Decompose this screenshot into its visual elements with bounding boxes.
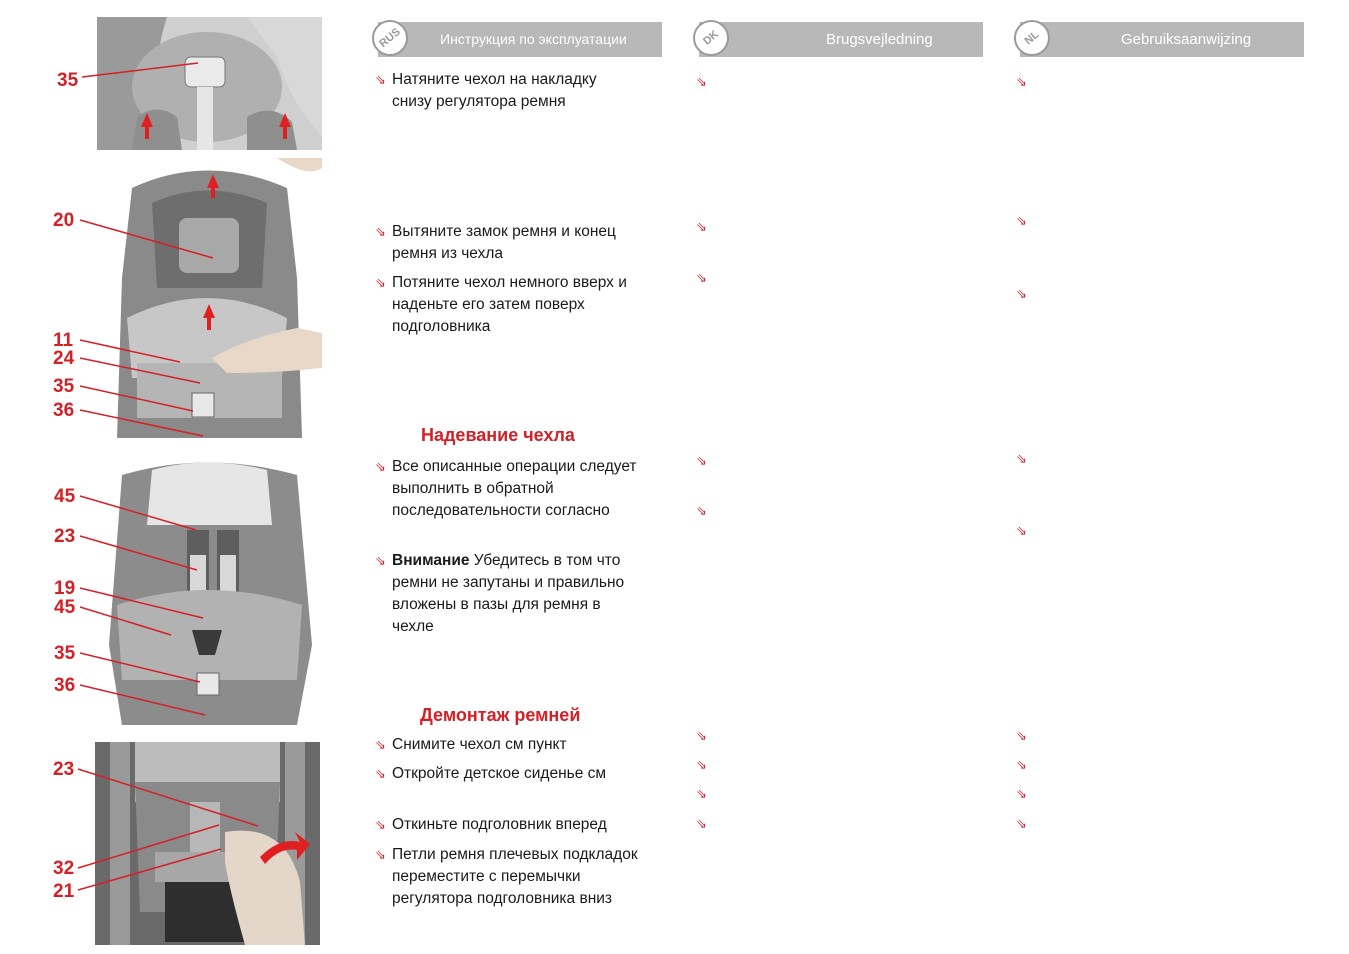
dk-bullet-8: ⇘: [696, 786, 707, 801]
dk-bullet-4: ⇘: [696, 453, 707, 468]
callout-20: 20: [53, 210, 75, 231]
nl-bullet-3: ⇘: [1016, 286, 1027, 301]
nl-bullet-6: ⇘: [1016, 728, 1027, 743]
rus-step-2: ⇘ Вытяните замок ремня и конец ремня из чехла: [375, 223, 616, 262]
dk-bullet-2: ⇘: [696, 219, 707, 234]
nl-bullet-9: ⇘: [1016, 816, 1027, 831]
arrow-bullet-icon: ⇘: [375, 766, 386, 781]
header-dk: [699, 22, 983, 57]
callout-36: 36: [54, 675, 76, 696]
rus-step-4: ⇘ Все описанные операции следует выполнить в обратной последовательности согласно: [375, 458, 637, 519]
callout-11: 11: [53, 330, 74, 351]
nl-bullet-8: ⇘: [1016, 786, 1027, 801]
arrow-bullet-icon: ⇘: [375, 224, 386, 239]
photo-seat-assembled: [97, 455, 322, 725]
header-title-dk: Brugsvejledning: [826, 31, 933, 48]
nl-bullet-7: ⇘: [1016, 757, 1027, 772]
callout-23: 23: [53, 759, 75, 780]
section-heading-belt-removal: Демонтаж ремней: [420, 705, 581, 725]
callout-35: 35: [54, 643, 76, 664]
dk-bullet-1: ⇘: [696, 74, 707, 89]
callout-21: 21: [53, 881, 75, 902]
photo-seat-back-open: [95, 742, 320, 945]
language-badge-nl: NL: [1014, 20, 1050, 56]
arrow-bullet-icon: ⇘: [375, 553, 386, 568]
callout-35: 35: [57, 70, 79, 91]
arrow-bullet-icon: ⇘: [375, 72, 386, 87]
photo-cover-headrest: [97, 17, 322, 150]
header-title-nl: Gebruiksaanwijzing: [1121, 31, 1252, 48]
rus-step-9: ⇘ Петли ремня плечевых подкладок переместите с перемычки регулятора подголовника вниз: [375, 846, 638, 907]
rus-step-3: ⇘ Потяните чехол немного вверх и наденьте его затем поверх подголовника: [375, 274, 627, 335]
header-nl: [1020, 22, 1304, 57]
dk-bullet-7: ⇘: [696, 757, 707, 772]
nl-bullet-4: ⇘: [1016, 451, 1027, 466]
nl-bullet-5: ⇘: [1016, 523, 1027, 538]
arrow-bullet-icon: ⇘: [375, 459, 386, 474]
callout-35: 35: [53, 376, 75, 397]
photo-seat-with-cover: [97, 158, 322, 438]
section-heading-cover-install: Надевание чехла: [421, 425, 575, 445]
dk-bullet-6: ⇘: [696, 728, 707, 743]
language-badge-dk: DK: [693, 20, 729, 56]
callout-45: 45: [54, 486, 76, 507]
arrow-bullet-icon: ⇘: [375, 737, 386, 752]
callout-23: 23: [54, 526, 76, 547]
arrow-bullet-icon: ⇘: [375, 847, 386, 862]
callout-32: 32: [53, 858, 75, 879]
dk-bullet-5: ⇘: [696, 503, 707, 518]
arrow-bullet-icon: ⇘: [375, 817, 386, 832]
dk-bullet-3: ⇘: [696, 270, 707, 285]
dk-bullet-9: ⇘: [696, 816, 707, 831]
rus-step-5: ⇘ Внимание Убедитесь в том что ремни не запутаны и правильно вложены в пазы для ремня в чехле: [375, 552, 625, 635]
rus-step-7: ⇘ Откройте детское сиденье см: [392, 763, 606, 785]
arrow-bullet-icon: ⇘: [375, 275, 386, 290]
nl-bullet-2: ⇘: [1016, 213, 1027, 228]
rus-step-1: ⇘ Натяните чехол на накладку снизу регулятора ремня: [375, 71, 597, 110]
callout-36: 36: [53, 400, 75, 421]
header-rus: [378, 22, 662, 57]
rus-step-6: ⇘ Снимите чехол см пункт: [392, 734, 567, 756]
language-badge-rus: RUS: [372, 20, 408, 56]
nl-bullet-1: ⇘: [1016, 74, 1027, 89]
callout-24: 24: [53, 348, 75, 369]
header-title-rus: Инструкция по эксплуатации: [440, 31, 627, 47]
callout-45: 45: [54, 597, 76, 618]
rus-step-8: ⇘ Откиньте подголовник вперед: [392, 814, 607, 836]
callout-19: 19: [54, 578, 76, 599]
